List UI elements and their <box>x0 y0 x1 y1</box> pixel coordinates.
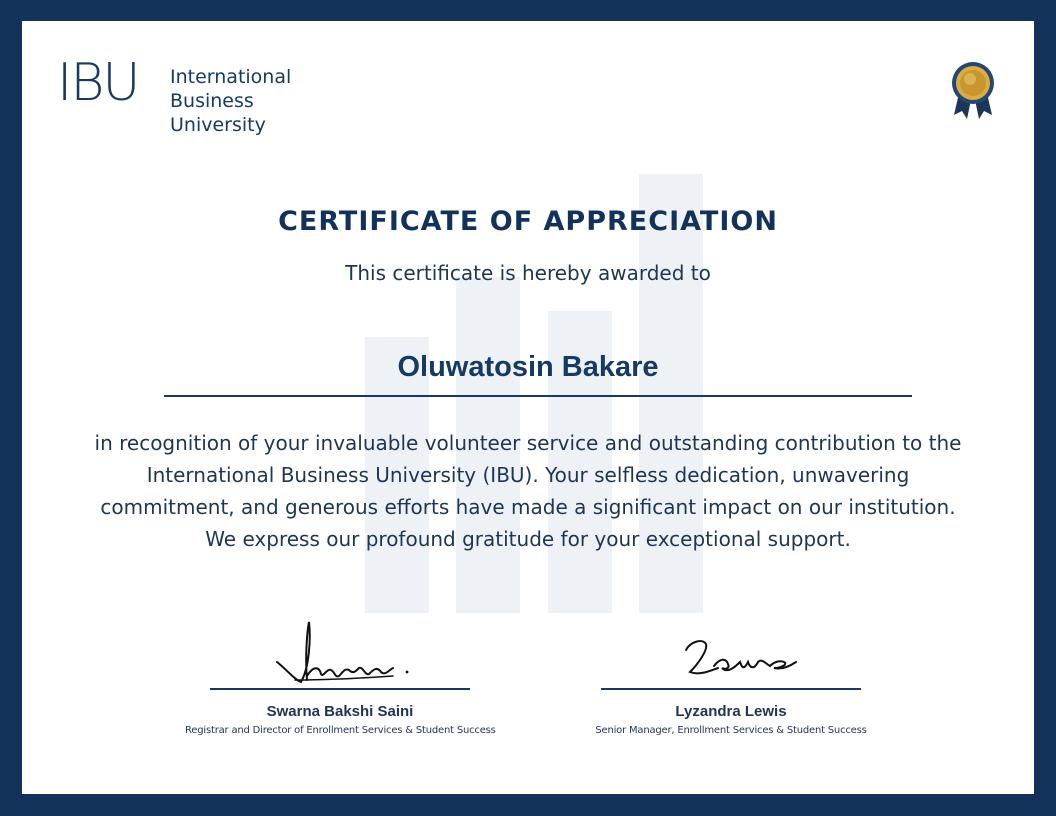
signature-block-right <box>576 618 886 736</box>
award-medal-icon <box>948 61 998 123</box>
logo-university-name <box>170 65 291 137</box>
signature-block-left <box>185 618 495 736</box>
signature-line-right <box>601 688 861 690</box>
signatory-title-right: Senior Manager, Enrollment Services & Student Success <box>595 725 867 736</box>
certificate-body: in recognition of your invaluable volunteer service and outstanding contribution to the International Business University (IBU). Your selfless dedication, unwavering commitment, and generous efforts have made a significant impact on our institution. We express our profound gratitude for your exceptional support. <box>94 431 962 551</box>
recipient-name: Oluwatosin Bakare <box>397 351 659 383</box>
signatory-name-left: Swarna Bakshi Saini <box>266 703 414 720</box>
signatory-name-right: Lyzandra Lewis <box>675 703 787 720</box>
awarded-to-text: This certificate is hereby awarded to <box>345 261 711 285</box>
logo-name-line-1: International <box>170 66 292 88</box>
logo-name-line-2: Business <box>170 90 254 112</box>
certificate-frame <box>22 21 1034 794</box>
recipient-underline <box>164 395 912 397</box>
logo-abbreviation: IBU <box>57 53 139 113</box>
signatory-title-left: Registrar and Director of Enrollment Services & Student Success <box>185 725 496 736</box>
signature-swarna <box>265 618 415 686</box>
signature-lewis <box>656 618 806 686</box>
logo-name-line-3: University <box>170 114 266 136</box>
certificate-title: CERTIFICATE OF APPRECIATION <box>278 206 778 237</box>
signature-line-left <box>210 688 470 690</box>
